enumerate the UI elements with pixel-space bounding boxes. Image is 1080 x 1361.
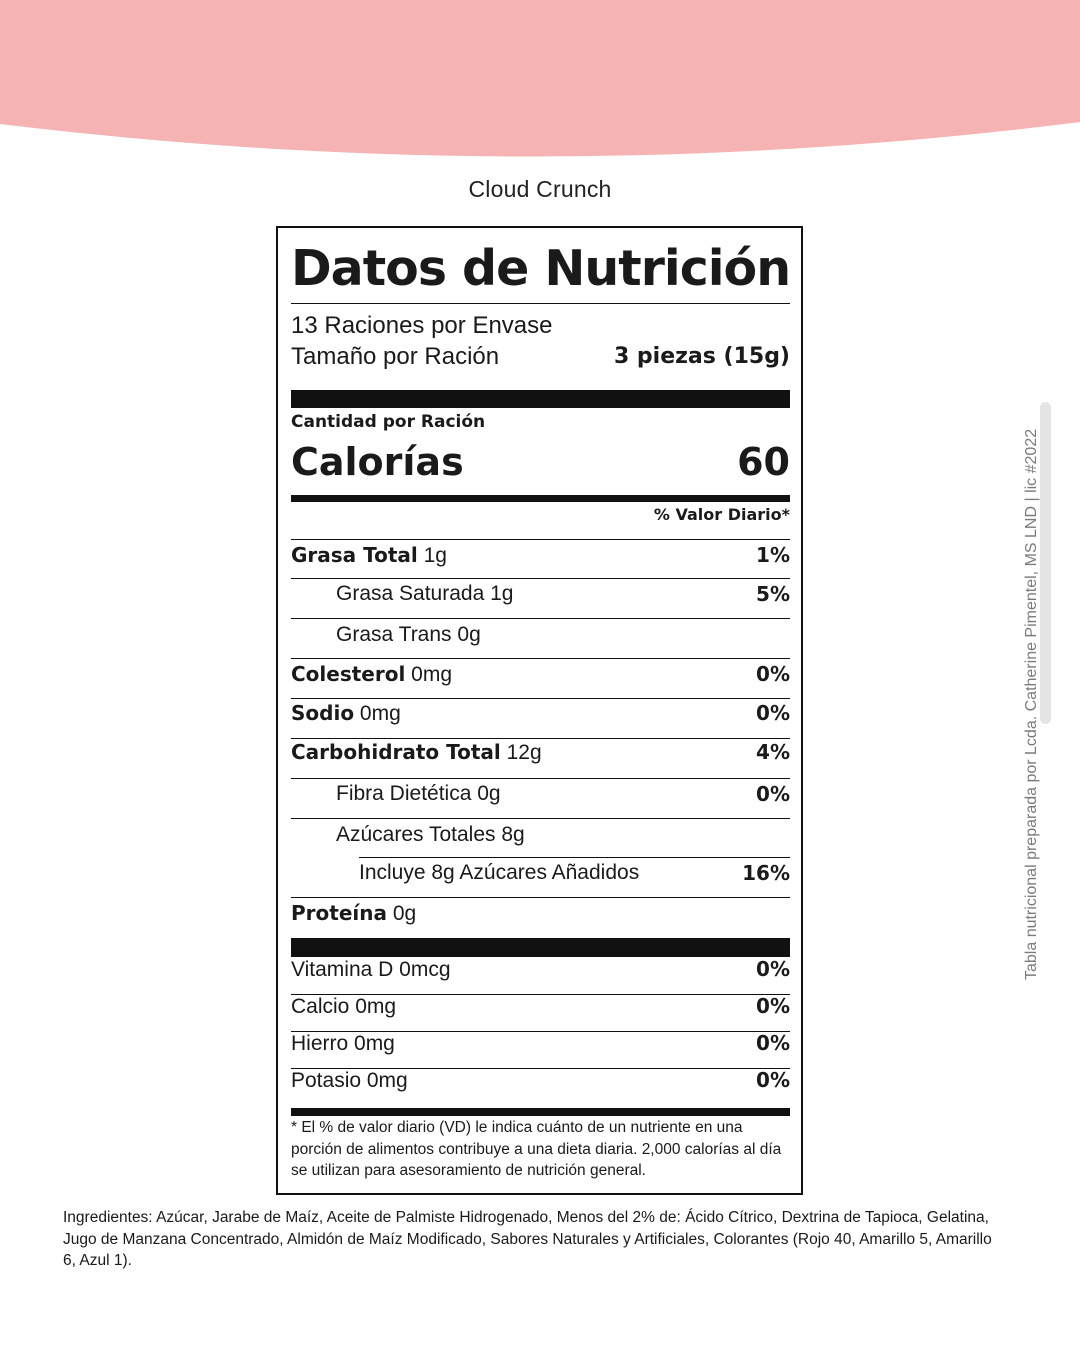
nutrient-dv: 0%	[756, 701, 790, 725]
nutrient-amount: 0g	[392, 902, 417, 925]
daily-value-footnote: * El % de valor diario (VD) le indica cuánto de un nutriente en una porción de alimentos contribuye a una dieta diaria. 2,000 calorías al día se utilizan para asesoramiento de nutrición general.	[291, 1119, 782, 1179]
nutrient-name: Sodio	[291, 701, 355, 725]
vitamin-dv: 0%	[756, 994, 790, 1018]
divider-thin	[291, 303, 790, 304]
vitamin-dv: 0%	[756, 1031, 790, 1055]
nutrient-name: Grasa Saturada	[336, 582, 485, 605]
credit-vertical-text: Tabla nutricional preparada por Lcda. Catherine Pimentel, MS LND | lic #2022	[1023, 428, 1040, 980]
nutrient-name: Fibra Dietética	[336, 782, 472, 805]
nutrient-name: Proteína	[291, 901, 387, 925]
nutrient-dv: 4%	[756, 740, 790, 764]
nutrient-name: Azúcares Totales	[336, 823, 496, 846]
vitamin-dv: 0%	[756, 1068, 790, 1092]
nutrient-amount: 0mg	[411, 663, 453, 686]
nutrient-dv: 5%	[756, 582, 790, 606]
product-name: Cloud Crunch	[468, 176, 612, 202]
vitamin-row-calcium	[291, 988, 790, 1025]
nutrient-row-added-sugars	[291, 853, 790, 893]
nutrient-amount: 0g	[477, 782, 501, 805]
nutrient-amount: 0g	[457, 623, 481, 646]
nutrient-row-total-carbohydrate	[291, 732, 790, 772]
nutrient-amount: 12g	[506, 741, 542, 764]
nutrient-row-cholesterol	[291, 654, 790, 694]
divider-thick	[291, 390, 790, 408]
calories-row	[291, 434, 790, 490]
serving-size-row	[291, 342, 790, 372]
vitamin-row-vitamin-d	[291, 951, 790, 988]
nutrient-amount: 0mg	[359, 702, 401, 725]
servings-per-container: 13 Raciones por Envase	[291, 312, 553, 339]
nutrient-amount: 1g	[490, 582, 514, 605]
ingredients-text: Ingredientes: Azúcar, Jarabe de Maíz, Aceite de Palmiste Hidrogenado, Menos del 2% de: Ácido Cítrico, Dextrina de Tapioca, Gelatina, Jugo de Manzana Concentrado, Almidón de Maíz Modificado, Sabores Naturales y Artificiales, Colorantes (Rojo 40, Amarillo 5, Amarillo 6, Azul 1).	[63, 1209, 992, 1269]
nutrient-row-saturated-fat	[291, 574, 790, 614]
calories-value: 60	[737, 440, 790, 484]
vitamin-name: Calcio 0mg	[291, 995, 397, 1018]
vitamin-name: Vitamina D 0mcg	[291, 958, 451, 981]
vitamin-name: Potasio 0mg	[291, 1069, 408, 1092]
nutrient-row-total-sugars	[291, 815, 790, 855]
vitamin-name: Hierro 0mg	[291, 1032, 395, 1055]
vitamin-row-potassium	[291, 1062, 790, 1099]
vertical-scrollbar[interactable]	[1040, 402, 1051, 724]
nutrient-dv: 1%	[756, 543, 790, 567]
nutrient-name: Colesterol	[291, 662, 406, 686]
header-band	[0, 0, 1080, 170]
serving-size-label: Tamaño por Ración	[291, 343, 500, 370]
amount-per-serving: Cantidad por Ración	[291, 412, 486, 432]
nutrient-row-dietary-fiber	[291, 774, 790, 814]
nutrient-row-trans-fat	[291, 615, 790, 655]
label-title: Datos de Nutrición	[291, 240, 791, 297]
nutrient-dv: 0%	[756, 662, 790, 686]
nutrient-name: Incluye 8g Azúcares Añadidos	[359, 861, 640, 884]
nutrition-facts-label	[276, 226, 803, 1195]
nutrient-amount: 8g	[501, 823, 525, 846]
daily-value-header: % Valor Diario*	[653, 505, 790, 524]
nutrient-name: Grasa Total	[291, 543, 418, 567]
calories-label: Calorías	[291, 440, 464, 484]
nutrient-row-sodium	[291, 693, 790, 733]
nutrient-amount: 1g	[423, 544, 447, 567]
divider-medium	[291, 1108, 790, 1116]
divider-medium	[291, 495, 790, 502]
vitamin-row-iron	[291, 1025, 790, 1062]
vitamin-dv: 0%	[756, 957, 790, 981]
nutrient-name: Grasa Trans	[336, 623, 452, 646]
nutrient-row-total-fat	[291, 535, 790, 575]
nutrient-dv: 0%	[756, 782, 790, 806]
serving-size-value: 3 piezas (15g)	[613, 344, 790, 369]
nutrient-name: Carbohidrato Total	[291, 740, 501, 764]
nutrient-row-protein	[291, 893, 790, 933]
nutrient-dv: 16%	[742, 861, 790, 885]
